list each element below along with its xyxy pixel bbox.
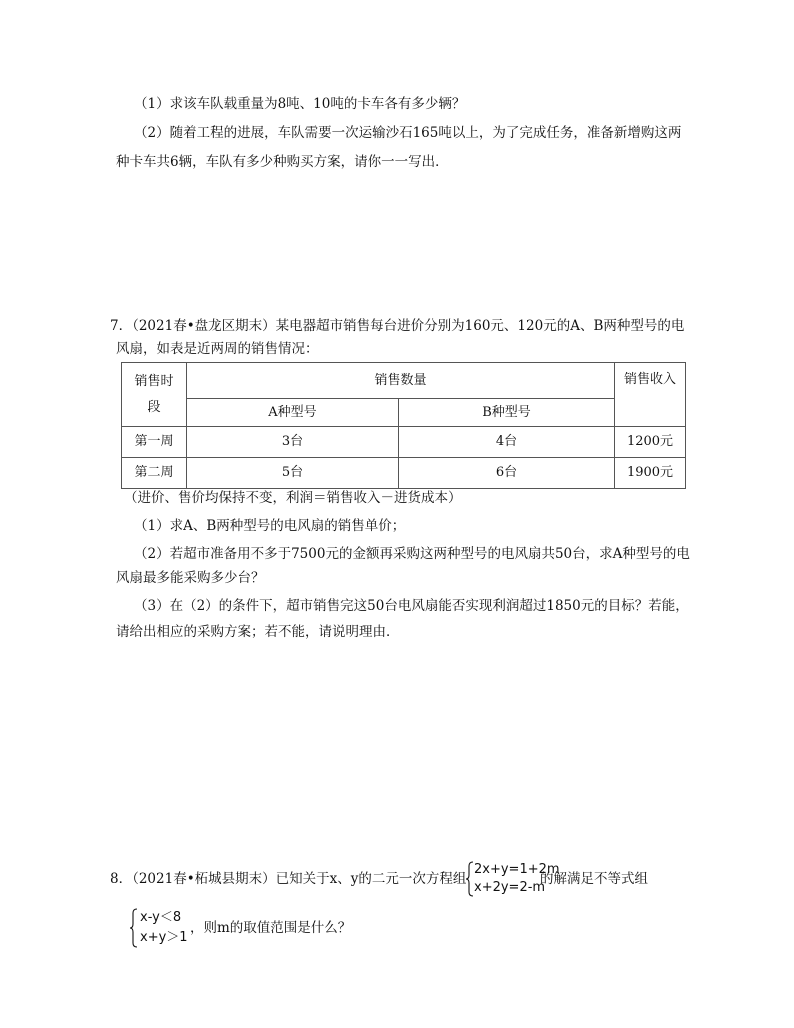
- q6-part2-line2: 种卡车共6辆，车队有多少种购买方案，请你一一写出．: [116, 154, 449, 170]
- equation-2: x+2y=2-m: [474, 880, 546, 895]
- cell-type-b: 6台: [399, 458, 615, 489]
- table-row: [122, 458, 686, 489]
- cell-period: 第二周: [122, 458, 187, 489]
- cell-income: 1900元: [615, 458, 686, 489]
- cell-type-a: 3台: [187, 427, 399, 458]
- q7-part3-line2: 请给出相应的采购方案；若不能，请说明理由．: [116, 624, 400, 640]
- header-type-a: A种型号: [187, 399, 399, 427]
- q8-stem-suffix: 的解满足不等式组: [540, 871, 648, 887]
- q8-tail: ，则m的取值范围是什么？: [190, 920, 352, 936]
- q7-note: （进价、售价均保持不变，利润＝销售收入－进货成本）: [124, 490, 462, 506]
- q7-part3-line1: （3）在（2）的条件下，超市销售完这50台电风扇能否实现利润超过1850元的目标？若能，: [134, 598, 689, 614]
- q8-stem-prefix: 8．（2021春•柘城县期末）已知关于x、y的二元一次方程组: [110, 871, 467, 887]
- left-brace-icon: [129, 908, 139, 948]
- header-type-b: B种型号: [399, 399, 615, 427]
- cell-income: 1200元: [615, 427, 686, 458]
- q7-part1: （1）求A、B两种型号的电风扇的销售单价；: [134, 518, 406, 534]
- q7-stem-line1: 7．（2021春•盘龙区期末）某电器超市销售每台进价分别为160元、120元的A、B两种型号的电: [110, 318, 685, 334]
- cell-period: 第一周: [122, 427, 187, 458]
- q6-part1: （1）求该车队载重量为8吨、10吨的卡车各有多少辆？: [134, 96, 466, 112]
- table-row: [122, 427, 686, 458]
- inequality-2: x+y＞1: [140, 930, 188, 945]
- q7-stem-line2: 风扇，如表是近两周的销售情况：: [116, 341, 319, 357]
- cell-type-a: 5台: [187, 458, 399, 489]
- header-income: 销售收入: [615, 363, 686, 427]
- inequality-1: x-y＜8: [140, 910, 182, 925]
- q7-part2-line1: （2）若超市准备用不多于7500元的金额再采购这两种型号的电风扇共50台，求A种型号的电: [134, 546, 690, 562]
- header-quantity: 销售数量: [187, 363, 615, 399]
- sales-table: [121, 362, 686, 489]
- header-period: 销售时 段: [122, 363, 187, 427]
- cell-type-b: 4台: [399, 427, 615, 458]
- q7-part2-line2: 风扇最多能采购多少台？: [116, 570, 265, 586]
- equation-1: 2x+y=1+2m: [474, 862, 560, 877]
- q6-part2-line1: （2）随着工程的进展，车队需要一次运输沙石165吨以上，为了完成任务，准备新增购这两: [134, 125, 682, 141]
